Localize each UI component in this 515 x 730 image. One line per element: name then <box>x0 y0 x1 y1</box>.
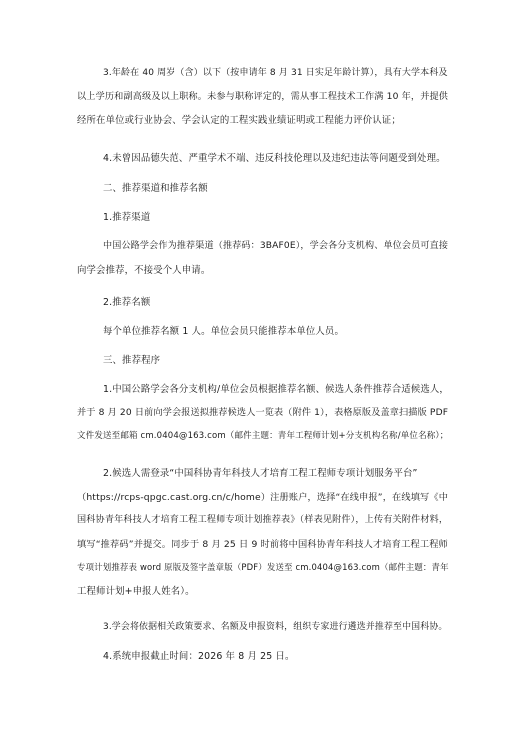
heading-text: 三、推荐程序 <box>103 355 161 366</box>
section-heading-3 <box>77 349 449 373</box>
paragraph-requirement-4 <box>77 147 449 171</box>
text-line: 专项计划推荐表 word 原版及签字盖章版（PDF）发送至 cm.0404@163.com（邮件主题：青年 <box>77 562 449 572</box>
heading-text: 二、推荐渠道和推荐名额 <box>103 183 208 194</box>
paragraph-procedure-1 <box>77 378 449 449</box>
text-line: 并于 8 月 20 日前向学会报送拟推荐候选人一览表（附件 1），表格原版及盖章扫描版 PDF <box>77 407 449 418</box>
paragraph-channel <box>77 235 449 282</box>
text-line: 4.系统申报截止时间：2026 年 8 月 25 日。 <box>103 651 295 662</box>
text-line: 4.未曾因品德失范、严重学术不端、违反科技伦理以及违纪违法等问题受到处理。 <box>103 153 446 164</box>
text-line: 向学会推荐，不接受个人申请。 <box>77 264 211 276</box>
paragraph-procedure-3 <box>77 616 449 640</box>
text-line: 经所在单位或行业协会、学会认定的工程实践业绩证明或工程能力评价认证； <box>77 115 401 126</box>
text-line: 3.年龄在 40 周岁（含）以下（按申请年 8 月 31 日实足年龄计算），具有大学本科及 <box>103 68 448 78</box>
paragraph-quota <box>77 320 449 344</box>
paragraph-procedure-4 <box>77 645 449 669</box>
text-line: 每个单位推荐名额 1 人。单位会员只能推荐本单位人员。 <box>103 326 344 337</box>
text-line: 3.学会将依据相关政策要求、名额及申报资料，组织专家进行遴选并推荐至中国科协。 <box>103 622 448 632</box>
text-line: 1.中国公路学会各分支机构/单位会员根据推荐名额、候选人条件推荐合适候选人， <box>103 384 449 395</box>
text-line: 文件发送至邮箱 cm.0404@163.com（邮件主题：青年工程师计划+分支机构名称/单位名称）； <box>77 431 449 441</box>
text-line: 2.候选人需登录“中国科协青年科技人才培育工程工程师专项计划服务平台” <box>103 468 418 479</box>
paragraph-requirement-3 <box>77 62 449 133</box>
text-line: 国科协青年科技人才培育工程工程师专项计划推荐表》（样表见附件），上传有关附件材料， <box>77 515 449 525</box>
heading-text: 2.推荐名额 <box>103 297 151 308</box>
text-line: 中国公路学会作为推荐渠道（推荐码：3BAF0E），学会各分支机构、单位会员可直接 <box>103 241 449 251</box>
subheading-quota <box>77 291 449 315</box>
text-line: （https://rcps-qpgc.cast.org.cn/c/home）注册账户，选择“在线申报”，在线填写《中 <box>77 491 449 503</box>
text-line: 填写“推荐码”并提交。同步于 8 月 25 日 9 时前将中国科协青年科技人才培育工程工程师 <box>77 538 448 550</box>
heading-text: 1.推荐渠道 <box>103 212 151 223</box>
subheading-channel <box>77 206 449 230</box>
paragraph-procedure-2 <box>77 462 449 603</box>
text-line: 工程师计划+申报人姓名）。 <box>77 585 195 597</box>
text-line: 以上学历和副高级及以上职称。未参与职称评定的，需从事工程技术工作满 10 年，并提供 <box>77 91 449 102</box>
section-heading-2 <box>77 177 449 201</box>
